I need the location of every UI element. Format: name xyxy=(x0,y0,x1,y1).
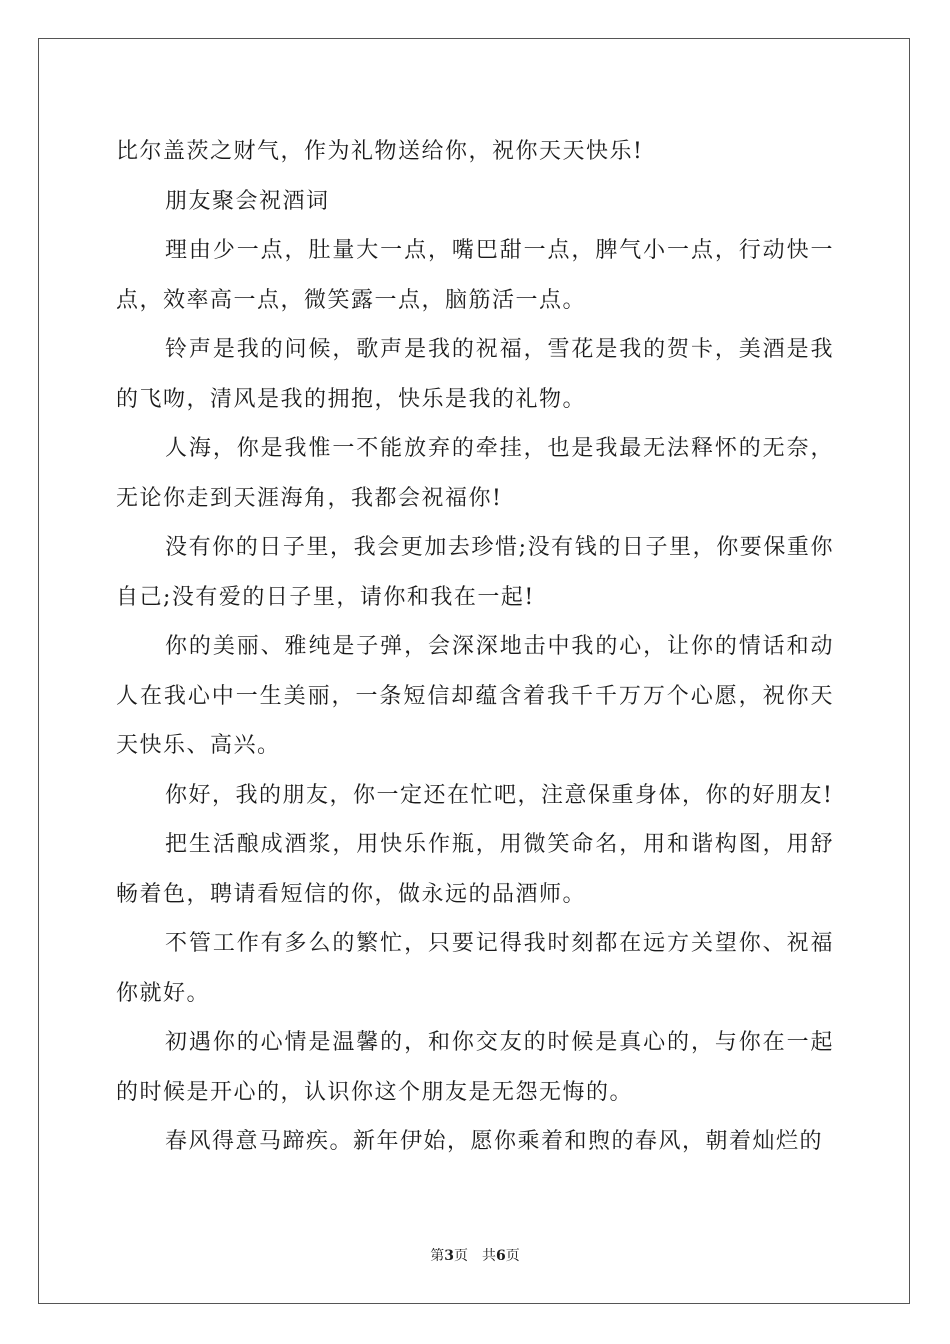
paragraph: 比尔盖茨之财气，作为礼物送给你，祝你天天快乐! xyxy=(116,139,644,164)
total-pages-label xyxy=(482,1248,520,1264)
total-suffix: 页 xyxy=(505,1248,520,1264)
page-suffix: 页 xyxy=(454,1248,468,1264)
current-page-number: 3 xyxy=(444,1248,454,1264)
section-heading: 朋友聚会祝酒词 xyxy=(165,188,330,214)
total-prefix: 共 xyxy=(482,1248,496,1264)
paragraph: 春风得意马蹄疾。新年伊始，愿你乘着和煦的春风，朝着灿烂的 xyxy=(165,1129,824,1154)
paragraph: 你的美丽、雅纯是子弹，会深深地击中我的心，让你的情话和动人在我心中一生美丽，一条短信却蕴含着我千千万万个心愿，祝你天天快乐、高兴。 xyxy=(116,634,834,758)
page-footer xyxy=(0,1246,950,1266)
paragraph: 把生活酿成酒浆，用快乐作瓶，用微笑命名，用和谐构图，用舒畅着色，聘请看短信的你，做永远的品酒师。 xyxy=(116,832,834,907)
document-body xyxy=(116,127,834,1167)
paragraph: 你好，我的朋友，你一定还在忙吧，注意保重身体，你的好朋友! xyxy=(165,782,834,808)
paragraph: 铃声是我的问候，歌声是我的祝福，雪花是我的贺卡，美酒是我的飞吻，清风是我的拥抱，快乐是我的礼物。 xyxy=(116,337,834,412)
paragraph: 没有你的日子里，我会更加去珍惜;没有钱的日子里，你要保重你自己;没有爱的日子里，请你和我在一起! xyxy=(116,535,834,610)
total-pages-number: 6 xyxy=(496,1248,506,1264)
paragraph: 人海，你是我惟一不能放弃的牵挂，也是我最无法释怀的无奈，无论你走到天涯海角，我都会祝福你! xyxy=(116,436,834,511)
page-number-label xyxy=(430,1248,468,1264)
paragraph: 不管工作有多么的繁忙，只要记得我时刻都在远方关望你、祝福你就好。 xyxy=(116,931,834,1006)
paragraph: 理由少一点，肚量大一点，嘴巴甜一点，脾气小一点，行动快一点，效率高一点，微笑露一点，脑筋活一点。 xyxy=(116,238,834,313)
page-prefix: 第 xyxy=(430,1248,445,1264)
paragraph: 初遇你的心情是温馨的，和你交友的时候是真心的，与你在一起的时候是开心的，认识你这个朋友是无怨无悔的。 xyxy=(116,1030,834,1105)
